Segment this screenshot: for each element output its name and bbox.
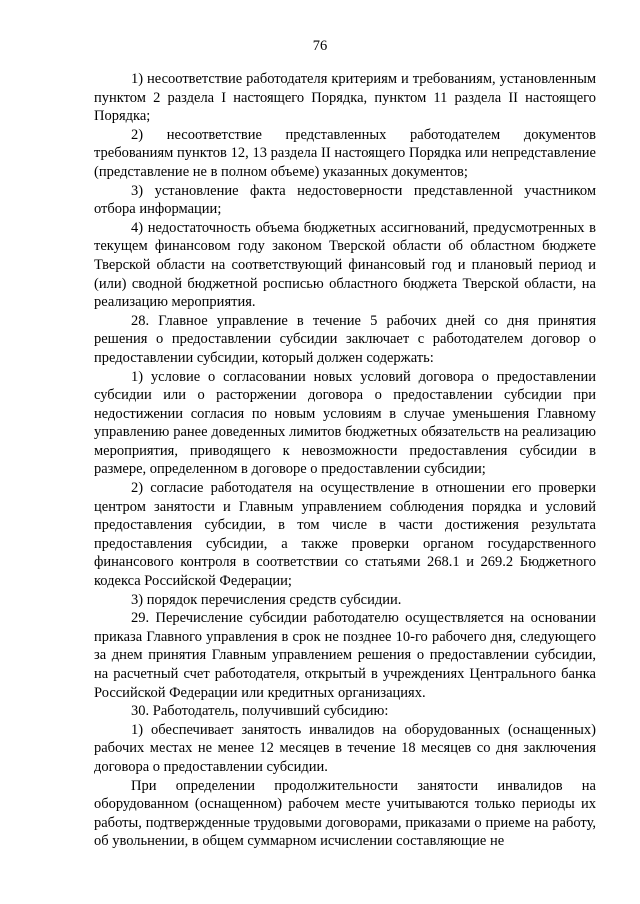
paragraph-contract-condition-1: 1) условие о согласовании новых условий договора о предоставлении субсидии или о расторжении договора о предоставлении субсидии при недостижении согласия по новым условиям в случае уменьшения Главному управлению ранее доведенных лимитов бюджетных обязательств на реализацию мероприятия, приводящего к невозможности предоставления субсидии в размере, определенном в договоре о предоставлении субсидии;	[94, 368, 596, 478]
paragraph-refusal-reason-2: 2) несоответствие представленных работодателем документов требованиям пунктов 12, 13 раздела II настоящего Порядка или непредставление (представление не в полном объеме) указанных документов;	[94, 126, 596, 180]
paragraph-employment-period-rule: При определении продолжительности занятости инвалидов на оборудованном (оснащенном) рабочем месте учитываются только периоды их работы, подтвержденные трудовыми договорами, приказами о приеме на работу, об увольнении, в общем суммарном исчислении составляющие не	[94, 777, 596, 850]
paragraph-section-30: 30. Работодатель, получивший субсидию:	[131, 703, 389, 720]
paragraph-refusal-reason-4: 4) недостаточность объема бюджетных ассигнований, предусмотренных в текущем финансовом году законом Тверской области об областном бюджете Тверской области на соответствующий финансовый год и плановый период и (или) сводной бюджетной росписью областного бюджета Тверской области, на реализацию мероприятия.	[94, 219, 596, 311]
paragraph-contract-condition-3: 3) порядок перечисления средств субсидии.	[131, 591, 402, 608]
document-body	[94, 70, 596, 851]
page-number: 76	[312, 38, 328, 54]
paragraph-refusal-reason-3: 3) установление факта недостоверности представленной участником отбора информации;	[94, 182, 596, 218]
paragraph-refusal-reason-1: 1) несоответствие работодателя критериям и требованиям, установленным пунктом 2 раздела I настоящего Порядка, пунктом 11 раздела II настоящего Порядка;	[94, 71, 596, 125]
paragraph-section-28: 28. Главное управление в течение 5 рабочих дней со дня принятия решения о предоставлении субсидии заключает с работодателем договор о предоставлении субсидии, который должен содержать:	[94, 312, 596, 366]
paragraph-section-29: 29. Перечисление субсидии работодателю осуществляется на основании приказа Главного управления в срок не позднее 10-го рабочего дня, следующего за днем принятия Главным управлением решения о предоставлении субсидии, на расчетный счет работодателя, открытый в учреждениях Центрального банка Российской Федерации или кредитных организациях.	[94, 610, 596, 701]
paragraph-employer-duty-1: 1) обеспечивает занятость инвалидов на оборудованных (оснащенных) рабочих местах не менее 12 месяцев в течение 18 месяцев со дня заключения договора о предоставлении субсидии.	[94, 721, 596, 775]
paragraph-contract-condition-2: 2) согласие работодателя на осуществление в отношении его проверки центром занятости и Главным управлением соблюдения порядка и условий предоставления субсидии, в том числе в части достижения результата предоставления субсидии, а также проверки органом государственного финансового контроля в соответствии со статьями 268.1 и 269.2 Бюджетного кодекса Российской Федерации;	[94, 480, 596, 590]
